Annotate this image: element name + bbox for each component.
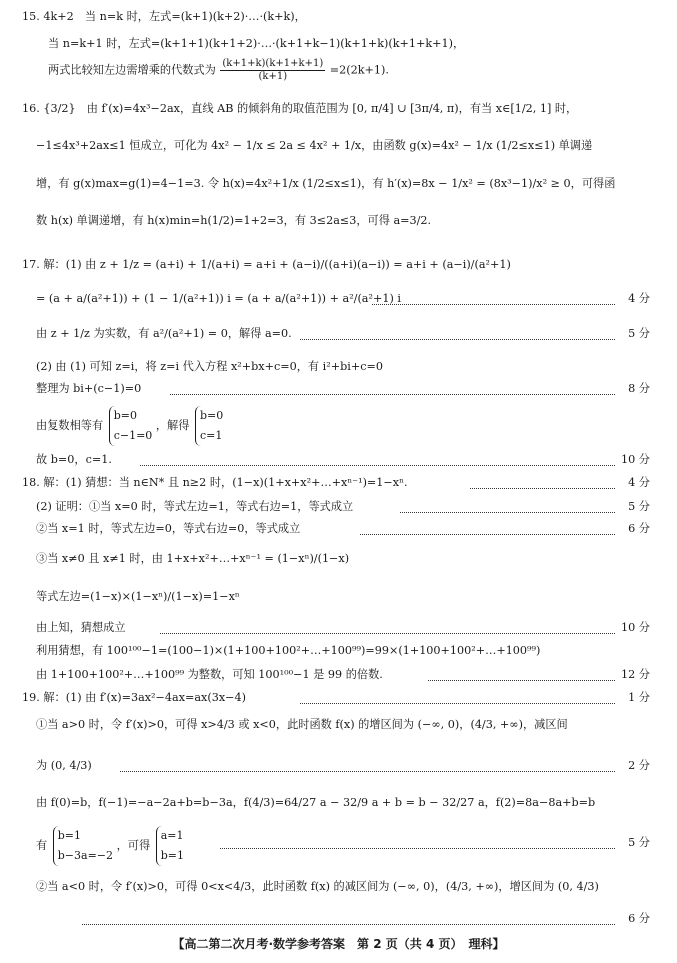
p18-dots-4 [160, 633, 615, 634]
p19-score-4: 6 分 [628, 912, 650, 925]
p18-line1: 18. 解：(1) 猜想：当 n∈N* 且 n≥2 时，(1−x)(1+x+x²+…+xⁿ⁻¹)=1−xⁿ. [22, 476, 408, 489]
p19-score-2: 2 分 [628, 759, 650, 772]
p15-fraction [220, 58, 325, 83]
p15-fraction-numerator: (k+1+k)(k+1+k+1) [222, 58, 324, 69]
p15-fraction-denominator: (k+1) [258, 71, 288, 82]
p18-dots-3 [360, 534, 615, 535]
p17-score-4: 10 分 [621, 453, 650, 466]
p18-line4: ③当 x≠0 且 x≠1 时，由 1+x+x²+…+xⁿ⁻¹ = (1−xⁿ)/(1−x) [36, 552, 350, 565]
p17-line1: 17. 解：(1) 由 z + 1/z = (a+i) + 1/(a+i) = a+i + (a−i)/((a+i)(a−i)) = a+i + (a−i)/(a²+1) [22, 258, 511, 271]
p19-system-1-eq2: b−3a=−2 [57, 849, 114, 862]
p19-line5 [36, 826, 184, 866]
p15-line1: 15. 4k+2 当 n=k 时，左式=(k+1)(k+2)·…·(k+k)， [22, 10, 306, 23]
p19-system-1 [53, 826, 113, 866]
p19-score-3: 5 分 [628, 836, 650, 849]
p16-line1: 16. {3/2} 由 f′(x)=4x³−2ax，直线 AB 的倾斜角的取值范围为 [0, π/4] ∪ [3π/4, π)，有当 x∈[1/2, 1] 时， [22, 102, 578, 115]
p17-line6-text: 由复数相等有 [36, 419, 104, 432]
p19-line1: 19. 解：(1) 由 f′(x)=3ax²−4ax=ax(3x−4) [22, 691, 247, 704]
p18-score-3: 6 分 [628, 522, 650, 535]
p16-line2: −1≤4x³+2ax≤1 恒成立，可化为 4x² − 1/x ≤ 2a ≤ 4x² + 1/x，由函数 g(x)=4x² − 1/x (1/2≤x≤1) 单调递 [36, 139, 593, 152]
p19-system-2-eq2: b=1 [160, 849, 184, 862]
p15-line3-text: 两式比较知左边需增乘的代数式为 [48, 63, 216, 77]
p16-line3: 增，有 g(x)max=g(1)=4−1=3. 令 h(x)=4x²+1/x (1/2≤x≤1)，有 h′(x)=8x − 1/x² = (8x³−1)/x² ≥ 0，可得函 [36, 177, 616, 190]
p17-line4: (2) 由 (1) 可知 z=i，将 z=i 代入方程 x²+bx+c=0，有 i²+bi+c=0 [36, 360, 383, 373]
p19-line3: 为 (0, 4/3) [36, 759, 92, 772]
p19-system-2 [156, 826, 184, 866]
page-footer: 【高二第二次月考·数学参考答案 第 2 页（共 4 页） 理科】 [172, 937, 505, 951]
p17-line6-mid: ，解得 [155, 419, 190, 432]
p19-line6: ②当 a<0 时，令 f′(x)>0，可得 0<x<4/3，此时函数 f(x) 的减区间为 (−∞, 0)，(4/3, +∞)，增区间为 (0, 4/3) [36, 880, 599, 893]
p18-line3: ②当 x=1 时，等式左边=0，等式右边=0，等式成立 [36, 522, 301, 535]
p17-score-2: 5 分 [628, 327, 650, 340]
p17-line7: 故 b=0，c=1. [36, 453, 112, 466]
p17-system-2-eq2: c=1 [200, 429, 223, 442]
p17-dots-3 [170, 394, 615, 395]
p18-score-5: 12 分 [621, 668, 650, 681]
p17-score-3: 8 分 [628, 382, 650, 395]
p17-system-1-eq2: c−1=0 [113, 429, 153, 442]
p18-score-4: 10 分 [621, 621, 650, 634]
p17-dots-4 [140, 465, 615, 466]
p17-line3: 由 z + 1/z 为实数，有 a²/(a²+1) = 0，解得 a=0. [36, 327, 292, 340]
p18-line5: 等式左边=(1−x)×(1−xⁿ)/(1−x)=1−xⁿ [36, 590, 240, 603]
p19-system-1-eq1: b=1 [57, 829, 82, 842]
p18-line6: 由上知，猜想成立 [36, 621, 126, 634]
p18-line7: 利用猜想，有 100¹⁰⁰−1=(100−1)×(1+100+100²+…+100⁹⁹)=99×(1+100+100²+…+100⁹⁹) [36, 644, 541, 657]
p17-system-2 [195, 406, 223, 446]
p19-dots-2 [120, 771, 615, 772]
p19-score-1: 1 分 [628, 691, 650, 704]
p19-line5-mid: ，可得 [116, 839, 151, 852]
p19-dots-4 [82, 924, 615, 925]
p17-system-1-eq1: b=0 [113, 409, 137, 422]
p18-dots-1 [470, 488, 615, 489]
p17-dots-2 [300, 339, 615, 340]
p19-line4: 由 f(0)=b，f(−1)=−a−2a+b=b−3a，f(4/3)=64/27 a − 32/9 a + b = b − 32/27 a，f(2)=8a−8a+b=b [36, 796, 596, 809]
p17-line2: = (a + a/(a²+1)) + (1 − 1/(a²+1)) i = (a + a/(a²+1)) + a²/(a²+1) i [36, 292, 401, 305]
p19-line2: ①当 a>0 时，令 f′(x)>0，可得 x>4/3 或 x<0，此时函数 f(x) 的增区间为 (−∞, 0)，(4/3, +∞)，减区间 [36, 718, 568, 731]
p18-score-1: 4 分 [628, 476, 650, 489]
p18-line2: (2) 证明：①当 x=0 时，等式左边=1，等式右边=1，等式成立 [36, 500, 354, 513]
p15-line2: 当 n=k+1 时，左式=(k+1+1)(k+1+2)·…·(k+1+k−1)(k+1+k)(k+1+k+1)， [48, 37, 465, 50]
p17-score-1: 4 分 [628, 292, 650, 305]
p19-line5-text: 有 [36, 839, 48, 852]
p17-line6 [36, 406, 223, 446]
p19-dots-1 [300, 703, 615, 704]
p15-line3 [48, 58, 389, 83]
p17-line5: 整理为 bi+(c−1)=0 [36, 382, 142, 395]
p15-line3-result: =2(2k+1). [329, 63, 389, 77]
p18-dots-5 [428, 680, 615, 681]
p16-line4: 数 h(x) 单调递增，有 h(x)min=h(1/2)=1+2=3，有 3≤2a≤3，可得 a=3/2. [36, 214, 432, 227]
p17-system-1 [109, 406, 153, 446]
p18-line8: 由 1+100+100²+…+100⁹⁹ 为整数，可知 100¹⁰⁰−1 是 99 的倍数. [36, 668, 383, 681]
p18-score-2: 5 分 [628, 500, 650, 513]
p18-dots-2 [400, 512, 615, 513]
p17-system-2-eq1: b=0 [200, 409, 224, 422]
p19-system-2-eq1: a=1 [160, 829, 184, 842]
p19-dots-3 [220, 848, 615, 849]
p17-dots-1 [372, 304, 615, 305]
